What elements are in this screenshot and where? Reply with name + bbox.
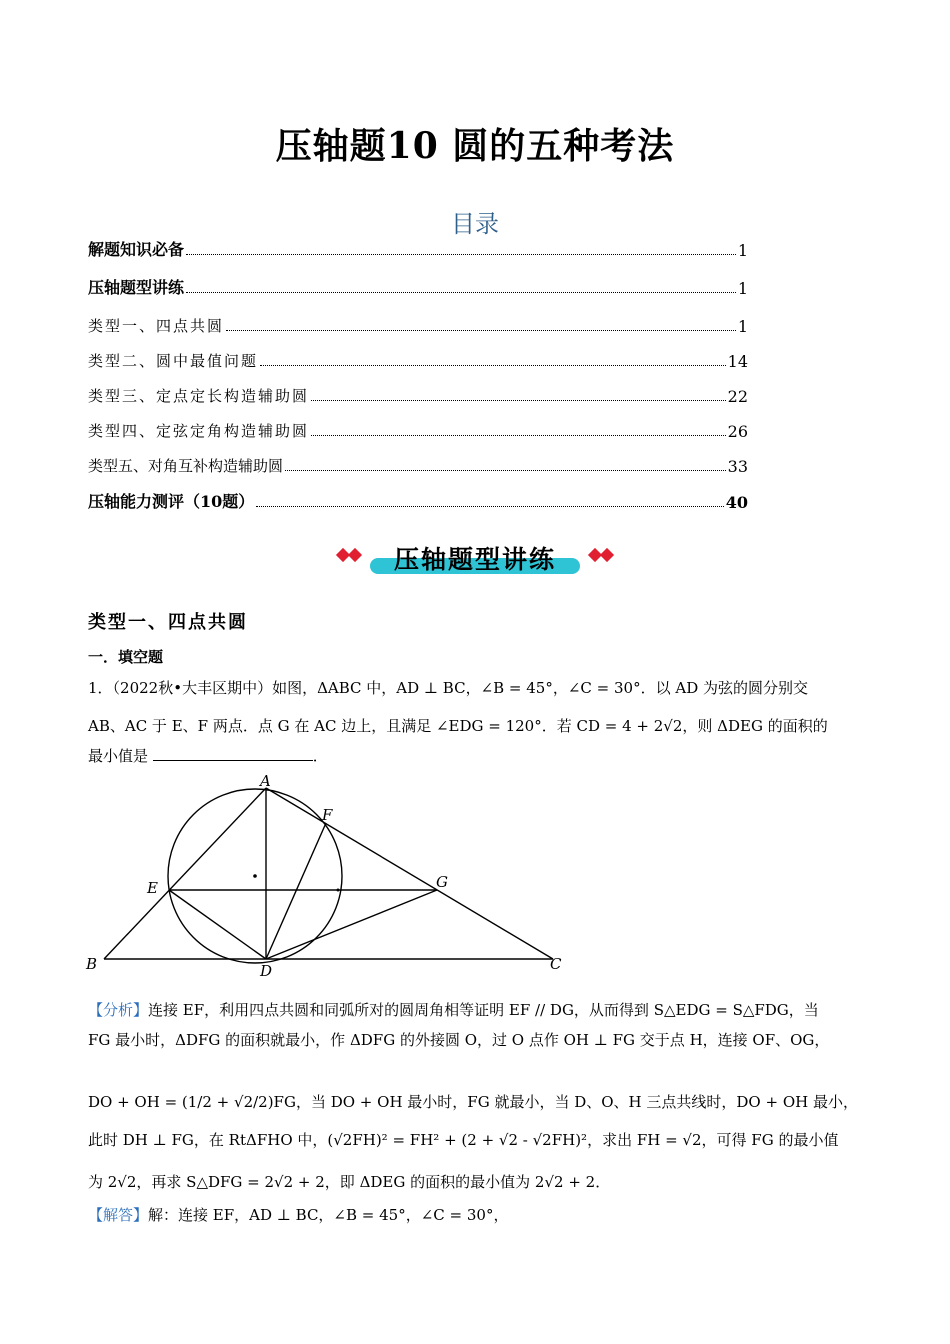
answer-blank[interactable] (153, 746, 313, 761)
diamond-icon (600, 548, 614, 562)
toc-entry[interactable] (88, 312, 748, 336)
analysis-tag: 【分析】 (88, 1001, 149, 1019)
toc-entry-page: 14 (727, 352, 748, 371)
label-C: C (550, 955, 562, 973)
diamond-icon (348, 548, 362, 562)
answer-text: 解：连接 EF，AD ⊥ BC，∠B = 45°，∠C = 30°， (148, 1206, 509, 1224)
toc-entry-label: 类型四、定弦定角构造辅助圆 (88, 422, 310, 440)
section-title: 类型一、四点共圆 (88, 612, 248, 633)
analysis-line-2: FG 最小时，ΔDFG 的面积就最小，作 ΔDFG 的外接圆 O，过 O 点作 OH ⊥ FG 交于点 H，连接 OF、OG， (88, 1031, 830, 1049)
toc-entry-label: 类型三、定点定长构造辅助圆 (88, 387, 310, 405)
toc-entry-page: 1 (737, 279, 748, 298)
toc-entry-page: 26 (727, 422, 748, 441)
section-banner (334, 538, 616, 582)
analysis-line-5: 为 2√2，再求 S△DFG = 2√2 + 2，即 ΔDEG 的面积的最小值为 2√2 + 2． (88, 1173, 611, 1191)
problem-line-3: 最小值是 ． (88, 747, 328, 765)
toc-entry-page: 1 (737, 317, 748, 336)
page-title: 压轴题10 圆的五种考法 (275, 125, 675, 167)
circle-center (253, 874, 257, 878)
toc-entry-label: 压轴题型讲练 (88, 278, 185, 297)
toc-entry-label: 解题知识必备 (88, 240, 185, 259)
toc-entry-label: 类型一、四点共圆 (88, 317, 225, 335)
problem-number: 1． (88, 679, 113, 697)
label-A: A (260, 772, 271, 790)
problem-source: （2022秋•大丰区期中） (112, 679, 273, 697)
analysis-line-3: DO + OH = (1/2 + √2/2)FG，当 DO + OH 最小时，FG 就最小，当 D、O、H 三点共线时，DO + OH 最小， (88, 1093, 858, 1111)
toc-entry-label: 压轴能力测评（10题） (88, 492, 255, 511)
toc-entry[interactable] (88, 488, 748, 512)
problem-text: 最小值是 (88, 747, 149, 765)
toc-entry[interactable] (88, 274, 748, 298)
analysis-line-1 (88, 1000, 868, 1020)
segment-AB (104, 788, 266, 959)
toc-entry[interactable] (88, 236, 748, 260)
toc-entry[interactable] (88, 347, 748, 371)
toc-heading: 目录 (451, 210, 499, 238)
problem-line-1 (88, 678, 868, 698)
toc-entry-page: 40 (725, 493, 748, 512)
toc-entry-page: 33 (727, 457, 748, 476)
subsection-title: 一．填空题 (88, 648, 164, 666)
toc-entry-label: 类型二、圆中最值问题 (88, 352, 259, 370)
label-D: D (260, 962, 273, 980)
problem-text: 如图，ΔABC 中，AD ⊥ BC，∠B = 45°，∠C = 30°．以 AD 为弦的圆分别交 (272, 679, 808, 697)
geometry-figure (80, 770, 580, 980)
label-G: G (436, 873, 448, 891)
toc-entry[interactable] (88, 382, 748, 406)
analysis-line-4: 此时 DH ⊥ FG，在 RtΔFHO 中，(√2FH)² = FH² + (2 + √2 - √2FH)²，求出 FH = √2，可得 FG 的最小值 (88, 1131, 839, 1149)
label-B: B (86, 955, 98, 973)
segment-AC (266, 788, 553, 959)
banner-title: 压轴题型讲练 (393, 545, 556, 574)
answer-line-1 (88, 1205, 868, 1225)
toc-entry-page: 22 (727, 387, 748, 406)
label-E: E (147, 879, 158, 897)
point-mark (337, 889, 340, 892)
toc-entry[interactable] (88, 417, 748, 441)
problem-line-2: AB、AC 于 E、F 两点．点 G 在 AC 边上，且满足 ∠EDG = 120°．若 CD = 4 + 2√2，则 ΔDEG 的面积的 (88, 717, 828, 735)
toc-entry-page: 1 (737, 241, 748, 260)
toc-entry-label: 类型五、对角互补构造辅助圆 (88, 457, 284, 475)
analysis-text: 连接 EF，利用四点共圆和同弧所对的圆周角相等证明 EF // DG，从而得到 S△EDG = S△FDG，当 (148, 1001, 819, 1019)
toc-entry[interactable] (88, 452, 748, 476)
answer-tag: 【解答】 (88, 1206, 149, 1224)
label-F: F (322, 806, 333, 824)
